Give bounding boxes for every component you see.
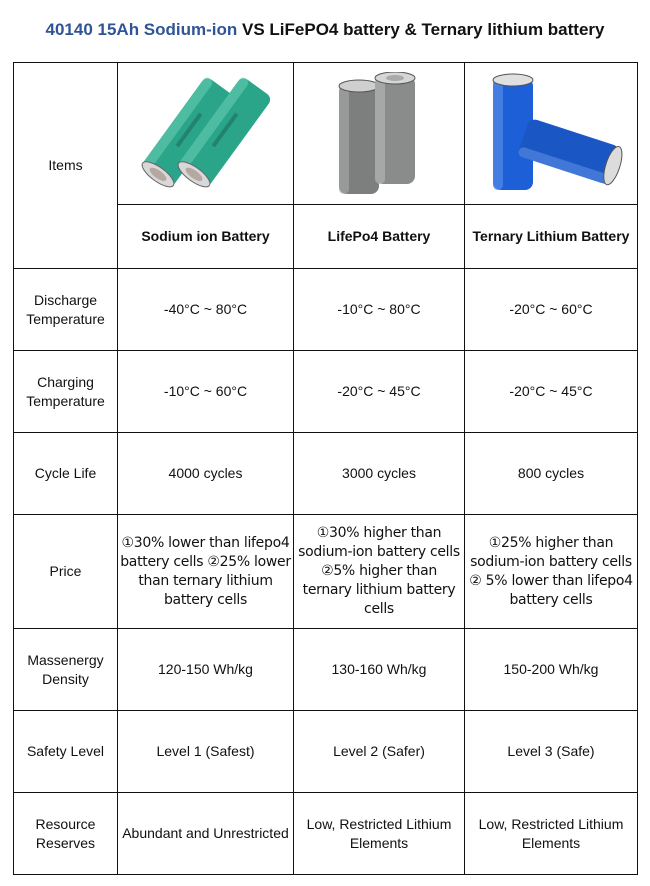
table-cell: Level 3 (Safe) — [465, 711, 638, 793]
table-cell: -10°C ~ 80°C — [294, 269, 465, 351]
comparison-table — [13, 62, 638, 875]
table-cell: Low, Restricted Lithium Elements — [465, 793, 638, 875]
column-header-ternary: Ternary Lithium Battery — [465, 205, 638, 269]
row-label: Discharge Temperature — [14, 269, 118, 351]
table-cell: -20°C ~ 60°C — [465, 269, 638, 351]
row-label: Massenergy Density — [14, 629, 118, 711]
title-rest: VS LiFePO4 battery & Ternary lithium battery — [237, 20, 605, 39]
table-cell: 4000 cycles — [118, 433, 294, 515]
table-cell: Low, Restricted Lithium Elements — [294, 793, 465, 875]
table-cell: -10°C ~ 60°C — [118, 351, 294, 433]
table-cell: Level 2 (Safer) — [294, 711, 465, 793]
table-row — [14, 269, 638, 351]
table-row — [14, 515, 638, 629]
items-header: Items — [14, 63, 118, 269]
table-cell: 120-150 Wh/kg — [118, 629, 294, 711]
lifepo4-image — [294, 63, 465, 205]
table-row — [14, 629, 638, 711]
price-cell: ①30% lower than lifepo4 battery cells ②25% lower than ternary lithium battery cells — [118, 515, 294, 629]
table-cell: 3000 cycles — [294, 433, 465, 515]
green-battery-cells-icon — [131, 72, 281, 196]
table-row — [14, 793, 638, 875]
page-title — [0, 20, 650, 40]
price-cell: ①25% higher than sodium-ion battery cells ② 5% lower than lifepo4 battery cells — [465, 515, 638, 629]
row-label: Charging Temperature — [14, 351, 118, 433]
table-cell: -40°C ~ 80°C — [118, 269, 294, 351]
gray-battery-cells-icon — [319, 72, 439, 196]
row-label: Price — [14, 515, 118, 629]
table-cell: -20°C ~ 45°C — [294, 351, 465, 433]
table-row — [14, 433, 638, 515]
row-label: Cycle Life — [14, 433, 118, 515]
table-cell: 800 cycles — [465, 433, 638, 515]
table-cell: Level 1 (Safest) — [118, 711, 294, 793]
blue-battery-cells-icon — [471, 72, 631, 196]
table-cell: 130-160 Wh/kg — [294, 629, 465, 711]
title-highlight: 40140 15Ah Sodium-ion — [45, 20, 238, 39]
row-label: Safety Level — [14, 711, 118, 793]
column-header-sodium: Sodium ion Battery — [118, 205, 294, 269]
sodium-ion-image — [118, 63, 294, 205]
ternary-image — [465, 63, 638, 205]
table-row — [14, 711, 638, 793]
table-row — [14, 351, 638, 433]
price-cell: ①30% higher than sodium-ion battery cells ②5% higher than ternary lithium battery cells — [294, 515, 465, 629]
row-label: Resource Reserves — [14, 793, 118, 875]
table-cell: -20°C ~ 45°C — [465, 351, 638, 433]
column-header-lifepo4: LifePo4 Battery — [294, 205, 465, 269]
table-cell: Abundant and Unrestricted — [118, 793, 294, 875]
image-row — [14, 63, 638, 205]
table-cell: 150-200 Wh/kg — [465, 629, 638, 711]
